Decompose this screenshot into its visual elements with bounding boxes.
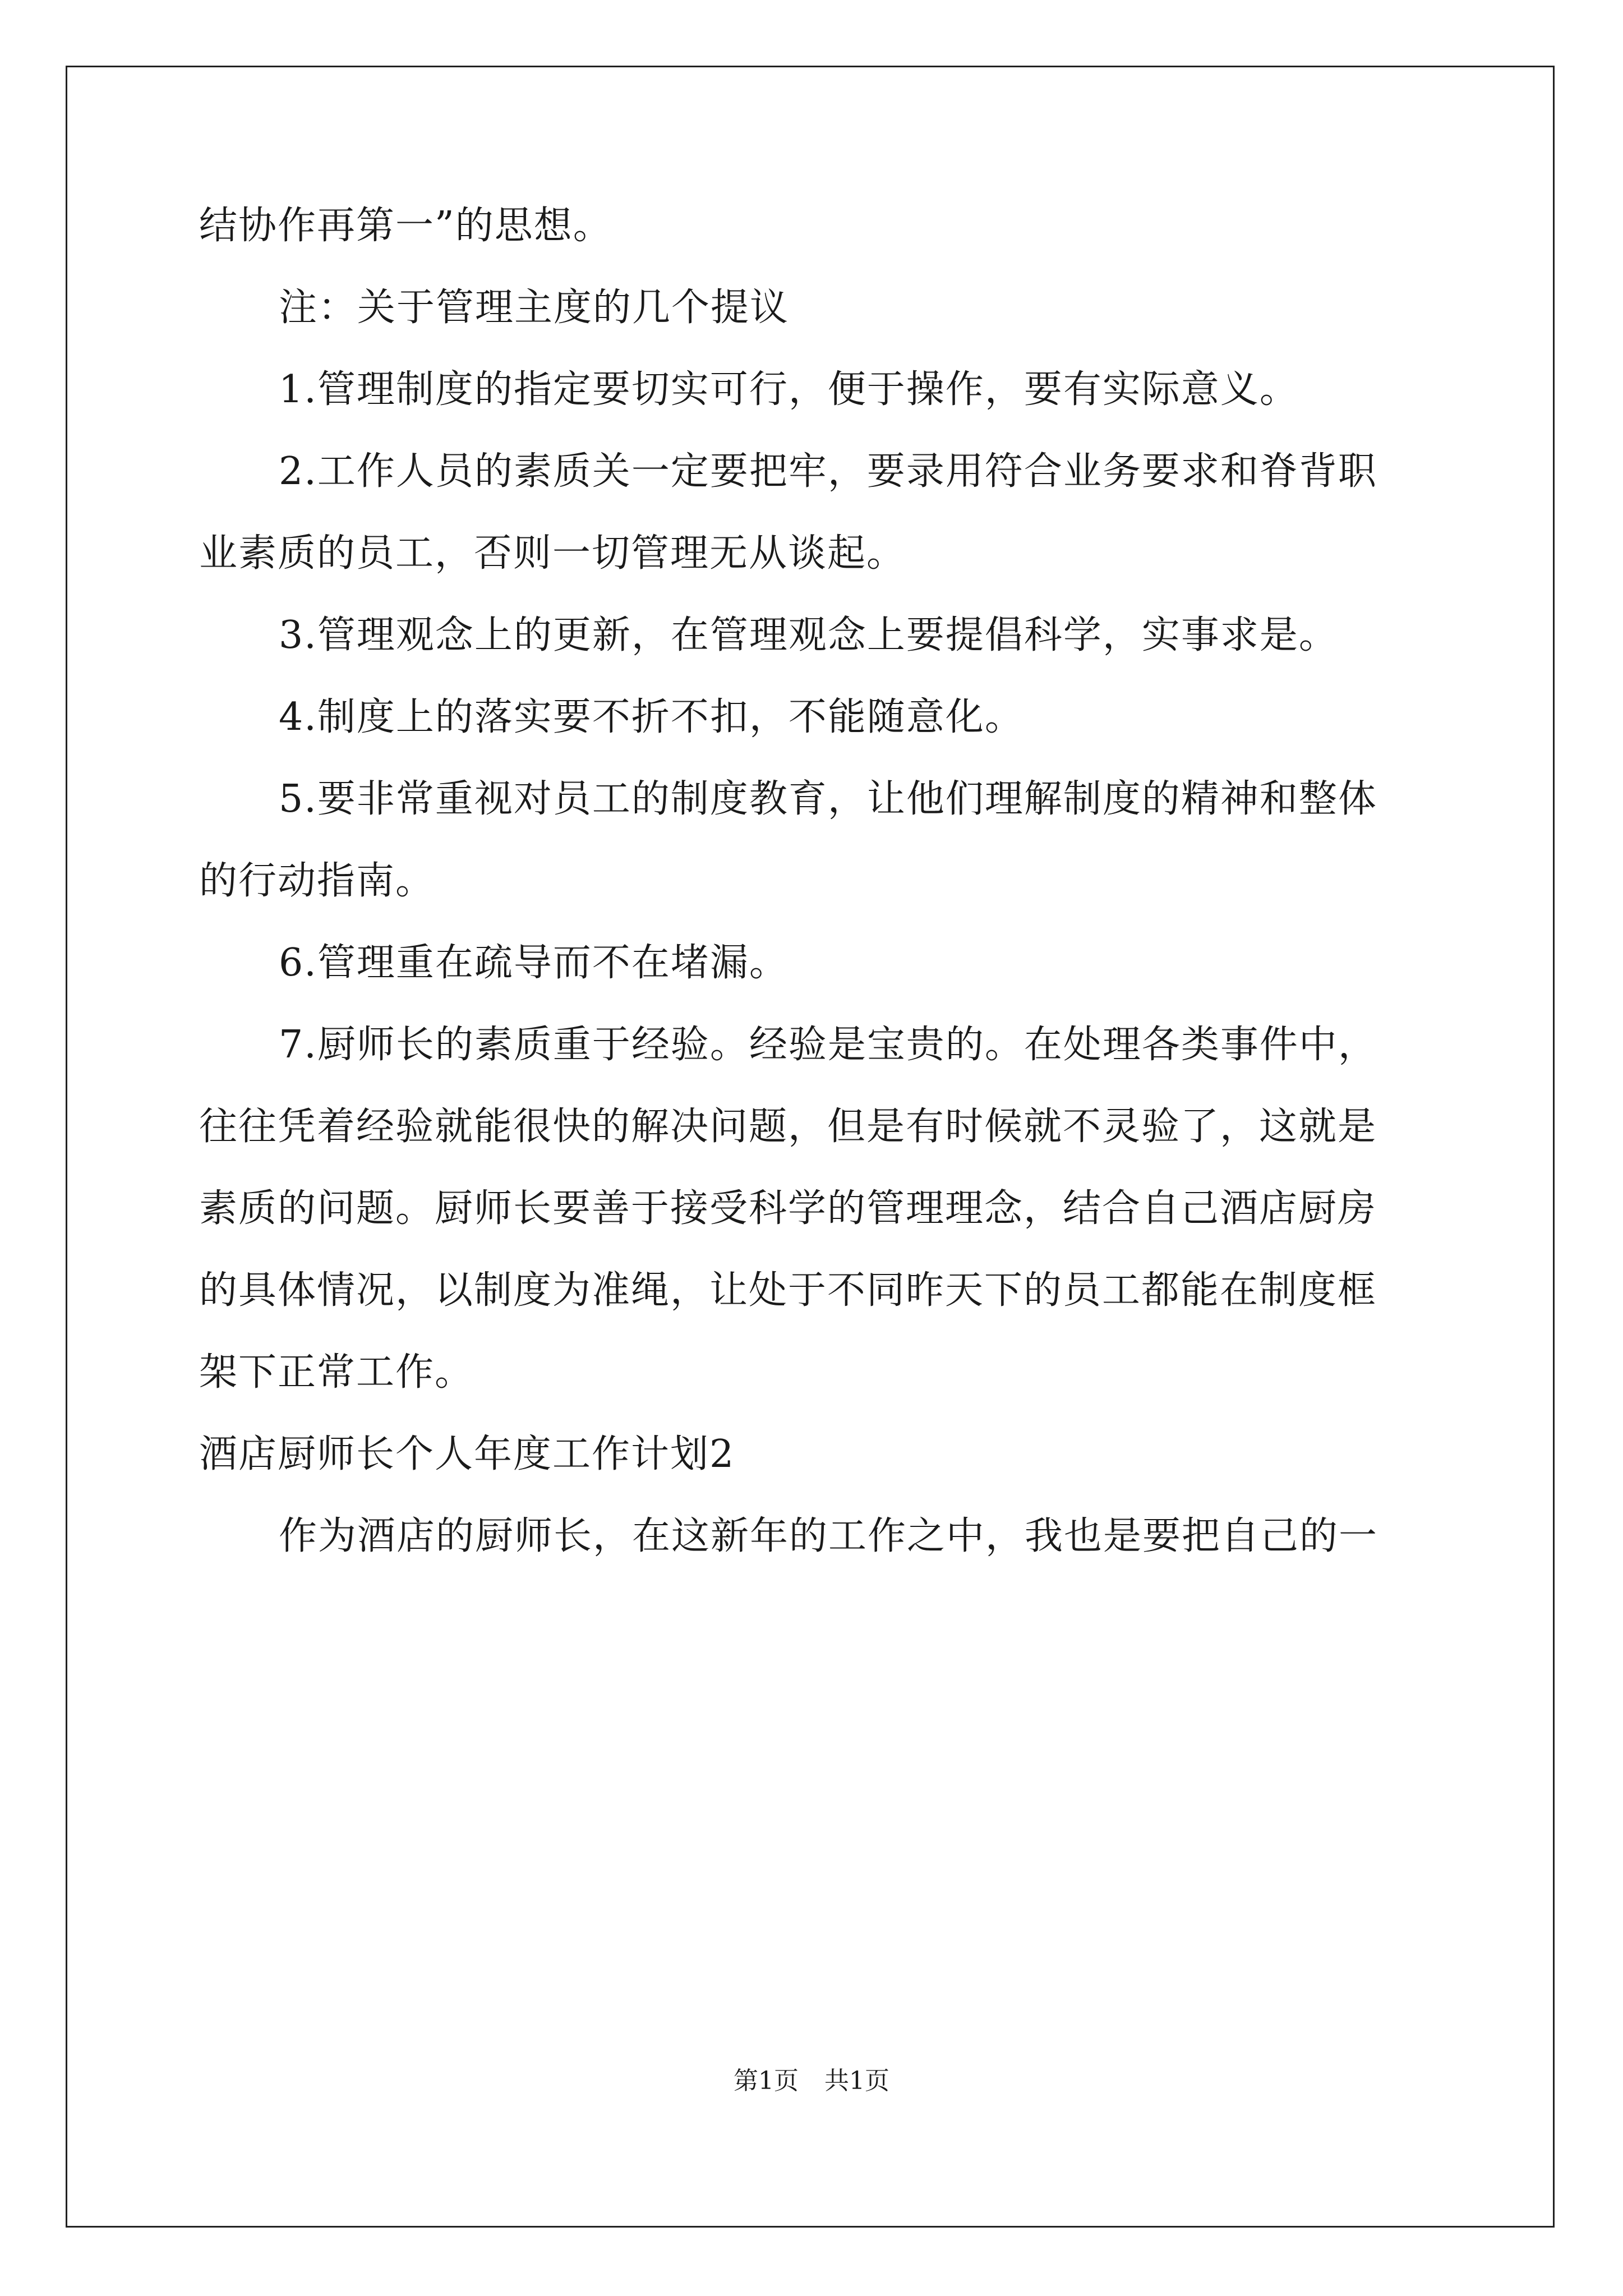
page-footer bbox=[0, 2064, 1623, 2098]
text-line: 2.工作人员的素质关一定要把牢，要录用符合业务要求和脊背职 bbox=[279, 449, 1377, 494]
text-line: 的行动指南。 bbox=[199, 859, 435, 903]
text-line: 5.要非常重视对员工的制度教育，让他们理解制度的精神和整体 bbox=[279, 777, 1377, 821]
text-line: 6.管理重在疏导而不在堵漏。 bbox=[279, 941, 789, 985]
page-total: 共1页 bbox=[824, 2067, 889, 2095]
text-line: 3.管理观念上的更新，在管理观念上要提倡科学，实事求是。 bbox=[279, 613, 1338, 657]
text-line: 结协作再第一”的思想。 bbox=[199, 204, 612, 248]
text-line: 注：关于管理主度的几个提议 bbox=[279, 286, 790, 330]
text-line: 1.管理制度的指定要切实可行，便于操作，要有实际意义。 bbox=[279, 367, 1299, 412]
text-line: 4.制度上的落实要不折不扣，不能随意化。 bbox=[279, 695, 1024, 739]
page-number: 第1页 bbox=[734, 2067, 799, 2095]
text-line: 7.厨师长的素质重于经验。经验是宝贵的。在处理各类事件中， bbox=[279, 1023, 1377, 1067]
text-line: 架下正常工作。 bbox=[199, 1350, 474, 1395]
text-line: 的具体情况，以制度为准绳，让处于不同昨天下的员工都能在制度框 bbox=[199, 1268, 1377, 1313]
text-line: 作为酒店的厨师长，在这新年的工作之中，我也是要把自己的一 bbox=[279, 1514, 1378, 1558]
text-line: 业素质的员工，否则一切管理无从谈起。 bbox=[199, 531, 906, 576]
section-heading: 酒店厨师长个人年度工作计划2 bbox=[199, 1432, 735, 1476]
text-line: 往往凭着经验就能很快的解决问题，但是有时候就不灵验了，这就是 bbox=[199, 1105, 1377, 1149]
text-line: 素质的问题。厨师长要善于接受科学的管理理念，结合自己酒店厨房 bbox=[199, 1186, 1377, 1231]
document-body bbox=[199, 185, 1433, 1577]
